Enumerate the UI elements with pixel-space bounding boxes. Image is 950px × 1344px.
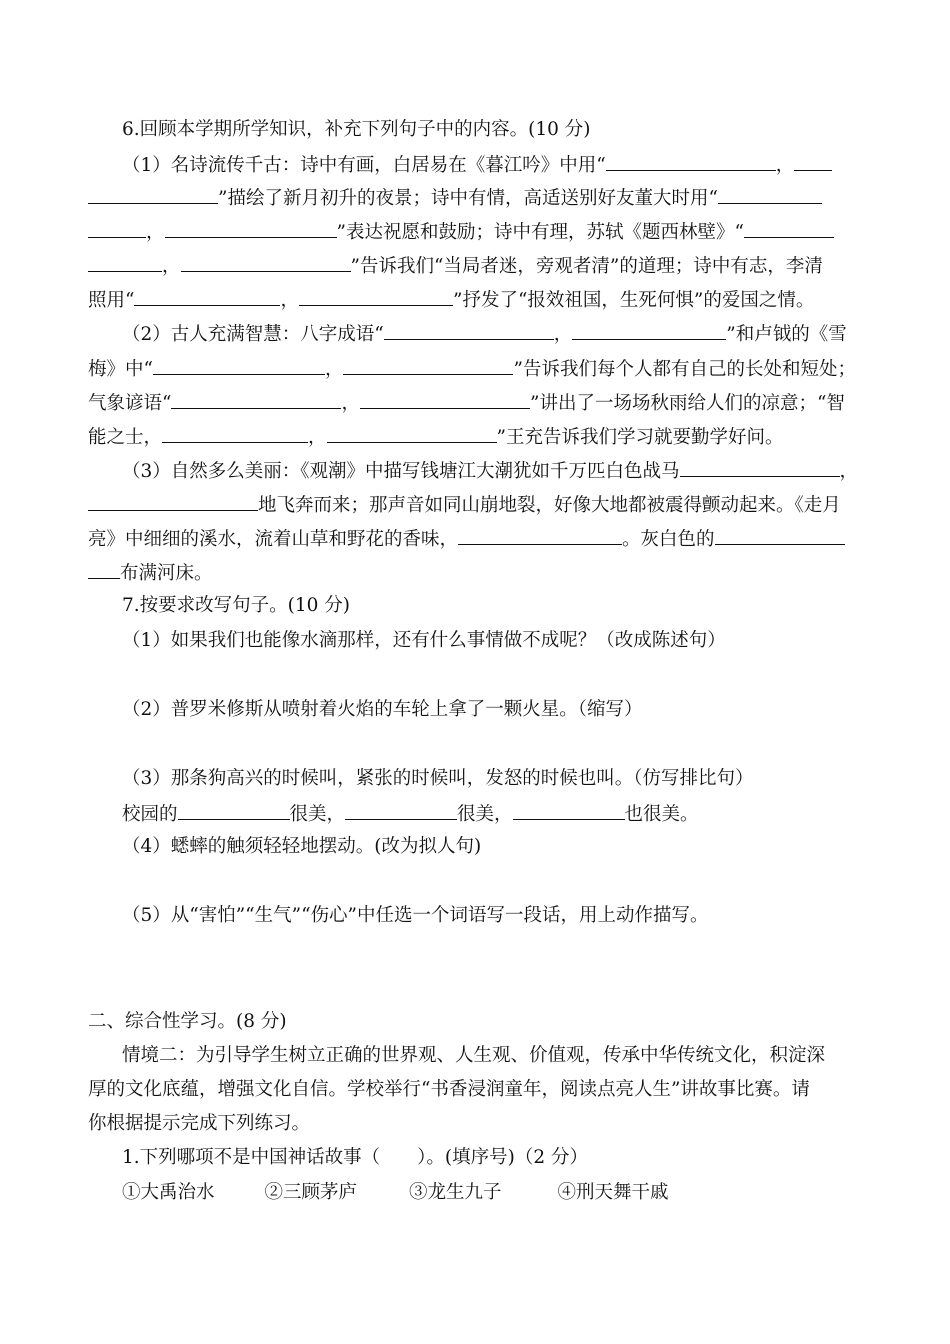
q6-p3-line4: 布满河床。 [88, 559, 866, 585]
fill-blank[interactable] [715, 525, 845, 545]
part2-heading: 二、综合性学习。(8 分) [88, 1011, 287, 1032]
q6-p2-line1: （2）古人充满智慧：八字成语“ ， ”和卢钺的《雪 [122, 320, 866, 346]
fill-blank[interactable] [384, 320, 554, 340]
q6-p1-line3: ， ”表达祝愿和鼓励；诗中有理，苏轼《题西林壁》“ [88, 218, 866, 244]
fill-blank[interactable] [794, 151, 832, 171]
fill-blank[interactable] [153, 355, 325, 375]
part2-intro-line2: 厚的文化底蕴，增强文化自信。学校举行“书香浸润童年，阅读点亮人生”讲故事比赛。请 [88, 1079, 810, 1100]
option-3[interactable]: ③龙生九子 [409, 1182, 502, 1203]
fill-blank[interactable] [171, 389, 341, 409]
fill-blank[interactable] [744, 218, 834, 238]
q6-p2-line4: 能之士， ， ”王充告诉我们学习就要勤学好问。 [88, 423, 866, 449]
q6-p2-line3: 气象谚语“ ， ”讲出了一场场秋雨给人们的凉意；“智 [88, 389, 866, 415]
q6-p3-line3: 亮》中细细的溪水，流着山草和野花的香味， 。灰白色的 [88, 525, 866, 551]
option-1[interactable]: ①大禹治水 [122, 1182, 215, 1203]
q6-p1-line5: 照用“ ， ”抒发了“报效祖国，生死何惧”的爱国之情。 [88, 286, 866, 312]
fill-blank[interactable] [88, 559, 120, 579]
fill-blank[interactable] [513, 800, 625, 820]
q6-p1-line4: ， ”告诉我们“当局者迷，旁观者清”的道理；诗中有志，李清 [88, 252, 866, 278]
part2-question-1: 1.下列哪项不是中国神话故事（ ）。(填序号)（2 分） [122, 1147, 588, 1168]
part2-intro-line3: 你根据提示完成下列练习。 [88, 1113, 311, 1134]
q7-heading: 7.按要求改写句子。(10 分) [122, 595, 351, 616]
fill-blank[interactable] [134, 286, 280, 306]
q6-p2-line2: 梅》中“ ， ”告诉我们每个人都有自己的长处和短处； [88, 355, 866, 381]
q6-p1-line2: ”描绘了新月初升的夜景；诗中有情，高适送别好友董大时用“ [88, 184, 866, 210]
fill-blank[interactable] [162, 423, 308, 443]
fill-blank[interactable] [360, 389, 530, 409]
q7-sentence-2: （2）普罗米修斯从喷射着火焰的车轮上拿了一颗火星。（缩写） [122, 699, 643, 720]
fill-blank[interactable] [88, 252, 162, 272]
q6-p3-line2: 地飞奔而来；那声音如同山崩地裂，好像大地都被震得颤动起来。《走月 [88, 491, 866, 517]
fill-blank[interactable] [606, 151, 776, 171]
fill-blank[interactable] [88, 184, 218, 204]
fill-blank[interactable] [165, 218, 337, 238]
q7-sentence-3: （3）那条狗高兴的时候叫，紧张的时候叫，发怒的时候也叫。（仿写排比句） [122, 768, 754, 789]
q6-p1-line1: （1）名诗流传千古：诗中有画，白居易在《暮江吟》中用“ ， [122, 151, 866, 177]
part2-intro-line1: 情境二：为引导学生树立正确的世界观、人生观、价值观，传承中华传统文化，积淀深 [122, 1045, 826, 1066]
q7-sentence-5: （5）从“害怕”“生气”“伤心”中任选一个词语写一段话，用上动作描写。 [122, 905, 709, 926]
q6-p3-line1: （3）自然多么美丽：《观潮》中描写钱塘江大潮犹如千万匹白色战马 ， [122, 457, 866, 483]
fill-blank[interactable] [88, 491, 258, 511]
fill-blank[interactable] [178, 800, 290, 820]
fill-blank[interactable] [327, 423, 497, 443]
fill-blank[interactable] [718, 184, 822, 204]
option-2[interactable]: ②三顾茅庐 [264, 1182, 358, 1203]
q7-sentence-3-answer: 校园的 很美， 很美， 也很美。 [122, 800, 866, 826]
q7-sentence-1: （1）如果我们也能像水滴那样，还有什么事情做不成呢？（改成陈述句） [122, 630, 726, 651]
fill-blank[interactable] [680, 457, 840, 477]
fill-blank[interactable] [299, 286, 453, 306]
part2-options [122, 1180, 866, 1206]
fill-blank[interactable] [343, 355, 513, 375]
q7-sentence-4: （4）蟋蟀的触须轻轻地摆动。(改为拟人句) [122, 836, 482, 857]
q6-heading: 6.回顾本学期所学知识，补充下列句子中的内容。(10 分) [122, 119, 591, 140]
fill-blank[interactable] [458, 525, 622, 545]
fill-blank[interactable] [345, 800, 457, 820]
option-4[interactable]: ④刑天舞干戚 [557, 1182, 669, 1203]
fill-blank[interactable] [88, 218, 146, 238]
fill-blank[interactable] [572, 320, 726, 340]
fill-blank[interactable] [181, 252, 351, 272]
